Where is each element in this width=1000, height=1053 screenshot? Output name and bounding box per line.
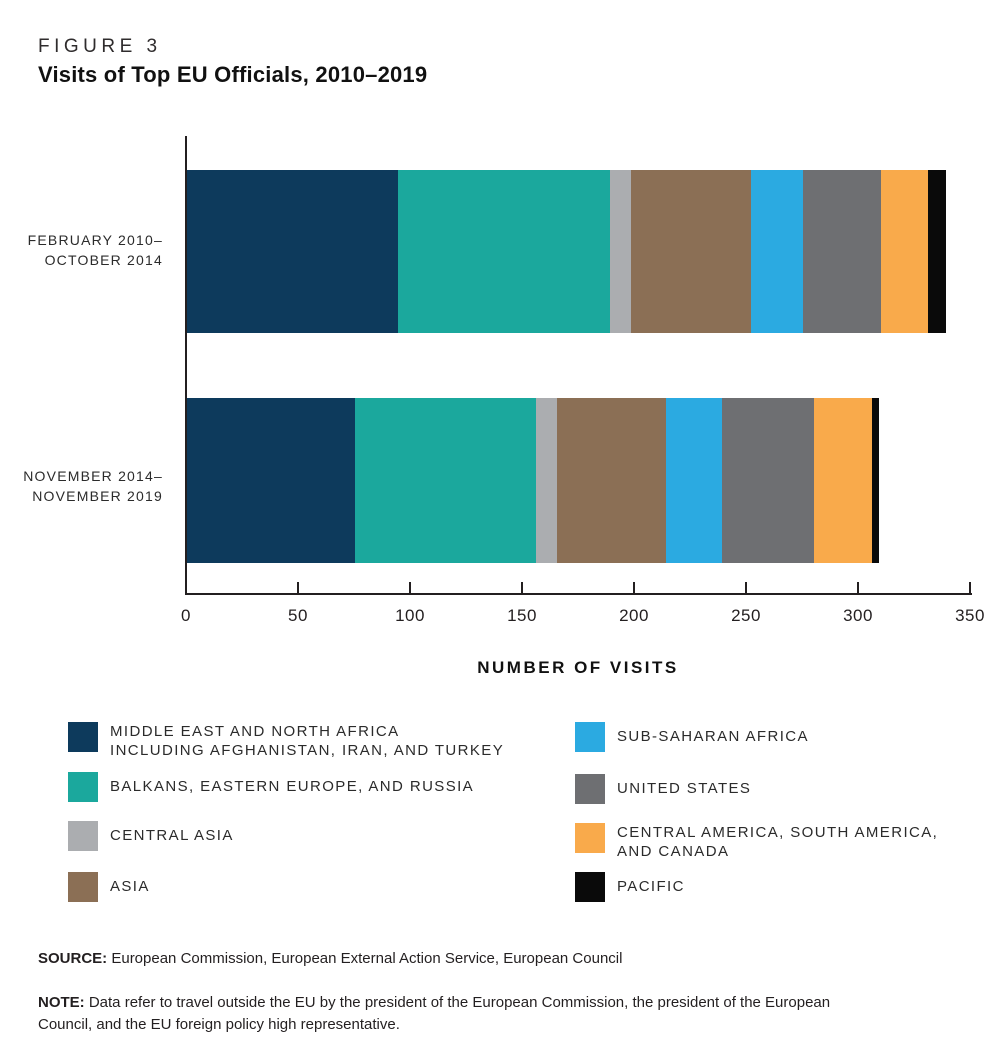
bar-segment-middle-east-north-africa bbox=[187, 170, 398, 333]
x-tick bbox=[969, 582, 971, 593]
x-tick-label: 300 bbox=[843, 606, 873, 625]
bar-segment-sub-saharan-africa bbox=[751, 170, 803, 333]
legend-label-line: INCLUDING AFGHANISTAN, IRAN, AND TURKEY bbox=[110, 742, 505, 759]
bar-segment-central-asia bbox=[536, 398, 556, 563]
legend-label-line: BALKANS, EASTERN EUROPE, AND RUSSIA bbox=[110, 778, 475, 795]
x-tick-label: 100 bbox=[395, 606, 425, 625]
legend-swatch-pacific bbox=[575, 872, 605, 902]
legend-swatch-central-asia bbox=[68, 821, 98, 851]
note-label: NOTE: bbox=[38, 994, 85, 1011]
source-line bbox=[38, 948, 622, 970]
legend-label-central-asia bbox=[110, 826, 234, 845]
legend-label-sub-saharan-africa bbox=[617, 727, 809, 746]
bar-segment-balkans-eastern-europe-russia bbox=[355, 398, 536, 563]
x-tick bbox=[745, 582, 747, 593]
x-tick bbox=[185, 582, 187, 593]
category-label-line: FEBRUARY 2010– bbox=[27, 232, 163, 248]
category-label-1 bbox=[20, 466, 163, 506]
x-tick bbox=[521, 582, 523, 593]
legend-label-balkans-eastern-europe-russia bbox=[110, 777, 474, 796]
stacked-bar-0 bbox=[187, 170, 946, 333]
category-label-line: NOVEMBER 2019 bbox=[32, 488, 163, 504]
legend-swatch-sub-saharan-africa bbox=[575, 722, 605, 752]
legend-label-pacific bbox=[617, 877, 685, 896]
legend-label-asia bbox=[110, 877, 150, 896]
x-tick bbox=[857, 582, 859, 593]
figure-label: FIGURE 3 bbox=[38, 36, 162, 57]
legend-label-central-america-south-america-canada bbox=[617, 823, 938, 861]
bar-segment-asia bbox=[557, 398, 667, 563]
bar-segment-sub-saharan-africa bbox=[666, 398, 722, 563]
bar-segment-central-asia bbox=[610, 170, 630, 333]
bar-segment-middle-east-north-africa bbox=[187, 398, 355, 563]
bar-segment-balkans-eastern-europe-russia bbox=[398, 170, 611, 333]
source-text: European Commission, European External Action Service, European Council bbox=[111, 950, 623, 967]
x-tick-label: 150 bbox=[507, 606, 537, 625]
legend-label-middle-east-north-africa bbox=[110, 722, 504, 760]
legend-swatch-united-states bbox=[575, 774, 605, 804]
bar-segment-central-america-south-america-canada bbox=[881, 170, 928, 333]
note-line bbox=[38, 992, 838, 1036]
legend-label-line: UNITED STATES bbox=[617, 780, 752, 797]
bar-segment-united-states bbox=[722, 398, 814, 563]
bar-segment-pacific bbox=[928, 170, 946, 333]
x-tick bbox=[633, 582, 635, 593]
legend-label-line: MIDDLE EAST AND NORTH AFRICA bbox=[110, 723, 400, 740]
bar-segment-united-states bbox=[803, 170, 881, 333]
x-tick-label: 50 bbox=[288, 606, 308, 625]
category-label-line: OCTOBER 2014 bbox=[44, 252, 163, 268]
legend-label-line: ASIA bbox=[110, 878, 150, 895]
note-text: Data refer to travel outside the EU by the president of the European Commission, the president of the European Council, and the EU foreign policy high representative. bbox=[38, 994, 831, 1033]
legend-label-line: CENTRAL ASIA bbox=[110, 827, 234, 844]
x-axis-title: NUMBER OF VISITS bbox=[477, 658, 679, 677]
figure-title: Visits of Top EU Officials, 2010–2019 bbox=[38, 62, 428, 87]
legend-label-line: CENTRAL AMERICA, SOUTH AMERICA, bbox=[617, 824, 939, 841]
x-tick bbox=[297, 582, 299, 593]
x-tick-label: 250 bbox=[731, 606, 761, 625]
x-tick-label: 0 bbox=[181, 606, 191, 625]
x-axis-line bbox=[185, 593, 972, 595]
x-tick bbox=[409, 582, 411, 593]
bar-segment-asia bbox=[631, 170, 752, 333]
legend-label-united-states bbox=[617, 779, 751, 798]
legend-swatch-central-america-south-america-canada bbox=[575, 823, 605, 853]
x-tick-label: 200 bbox=[619, 606, 649, 625]
legend-swatch-middle-east-north-africa bbox=[68, 722, 98, 752]
stacked-bar-1 bbox=[187, 398, 879, 563]
bar-segment-pacific bbox=[872, 398, 879, 563]
legend-swatch-asia bbox=[68, 872, 98, 902]
legend-label-line: AND CANADA bbox=[617, 843, 730, 860]
legend-swatch-balkans-eastern-europe-russia bbox=[68, 772, 98, 802]
category-label-line: NOVEMBER 2014– bbox=[23, 468, 163, 484]
legend-label-line: PACIFIC bbox=[617, 878, 685, 895]
category-label-0 bbox=[20, 230, 163, 270]
legend-label-line: SUB-SAHARAN AFRICA bbox=[617, 728, 809, 745]
source-label: SOURCE: bbox=[38, 950, 108, 967]
x-tick-label: 350 bbox=[955, 606, 985, 625]
bar-segment-central-america-south-america-canada bbox=[814, 398, 872, 563]
